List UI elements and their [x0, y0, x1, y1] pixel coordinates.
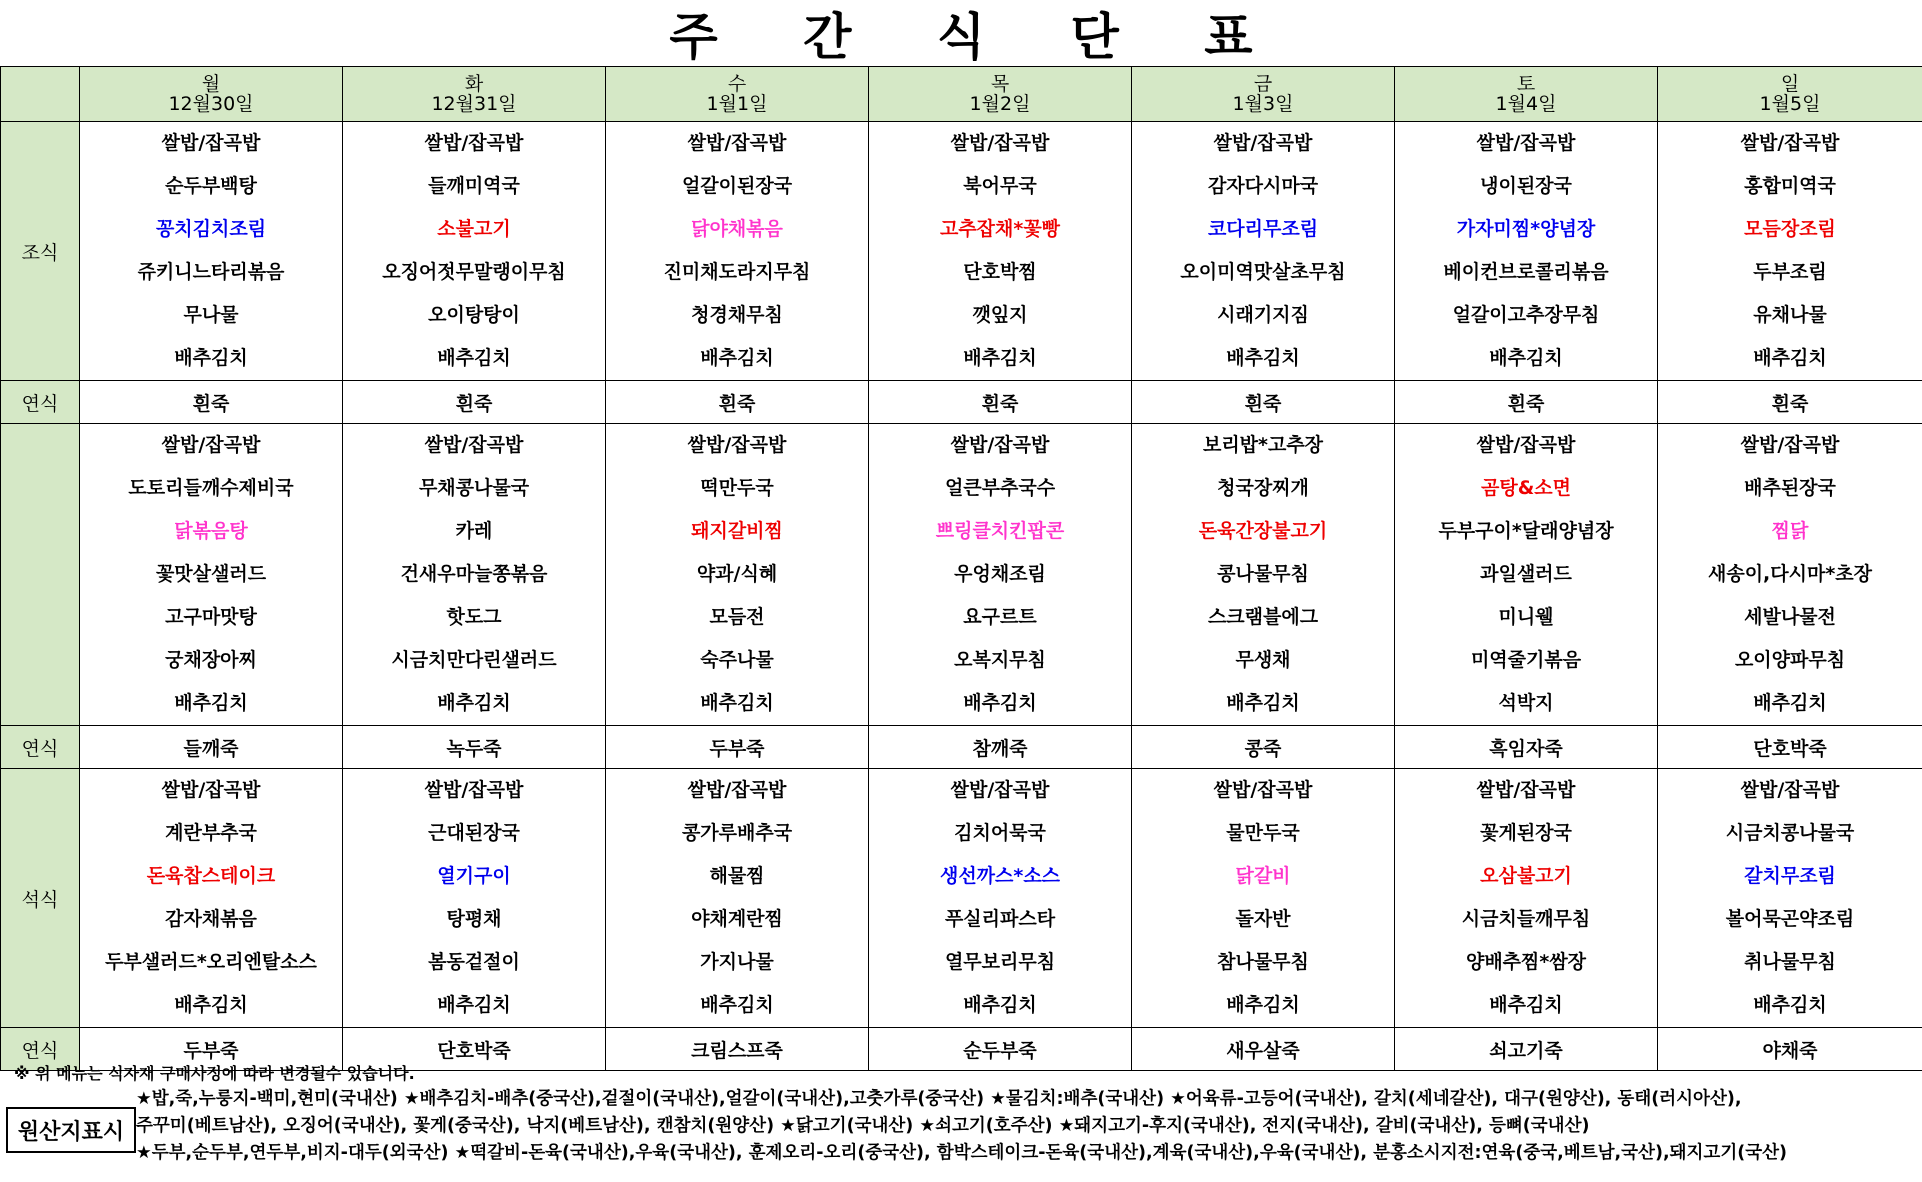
day-header: [869, 67, 1132, 122]
dish-item: 감자다시마국: [1207, 175, 1319, 197]
dish-item: 찜닭: [1771, 520, 1809, 542]
day-header: [1658, 67, 1922, 122]
dish-item: 배추김치: [174, 994, 248, 1016]
dish-item: 푸실리파스타: [944, 908, 1056, 930]
menu-cell: [1658, 122, 1922, 381]
dish-item: 약과/식혜: [696, 563, 778, 585]
dish-item: 야채계란찜: [691, 908, 783, 930]
snack-cell: 흰죽: [1132, 381, 1395, 424]
day-date: 1월4일: [1495, 93, 1557, 115]
dish-item: 쌀밥/잡곡밥: [424, 434, 524, 456]
dish-item: 쌀밥/잡곡밥: [1476, 434, 1576, 456]
dish-item: 배추김치: [963, 994, 1037, 1016]
dish-item: 배추김치: [174, 347, 248, 369]
dish-item: 쌀밥/잡곡밥: [687, 132, 787, 154]
dish-item: 배추김치: [700, 692, 774, 714]
dish-item: 배추김치: [1753, 692, 1827, 714]
dish-item: 진미채도라지무침: [663, 261, 811, 283]
weekly-menu-table: [0, 66, 1922, 1071]
snack-cell: 순두부죽: [869, 1028, 1132, 1071]
menu-cell: [1132, 122, 1395, 381]
day-header: [1395, 67, 1658, 122]
dish-item: 시금치만다린샐러드: [391, 649, 557, 671]
dish-item: 열기구이: [437, 865, 511, 887]
menu-cell: [869, 424, 1132, 726]
dish-item: 생선까스*소스: [939, 865, 1061, 887]
day-name: 화: [464, 73, 484, 95]
dish-item: 돌자반: [1235, 908, 1291, 930]
snack-cell: 흰죽: [1658, 381, 1922, 424]
dish-item: 미역줄기볶음: [1470, 649, 1582, 671]
dish-item: 석박지: [1498, 692, 1554, 714]
dish-item: 청국장찌개: [1217, 477, 1309, 499]
day-name: 토: [1516, 73, 1536, 95]
dish-item: 오이미역맛살초무침: [1180, 261, 1346, 283]
dish-item: 배추김치: [963, 692, 1037, 714]
menu-cell: [1395, 424, 1658, 726]
day-date: 1월3일: [1232, 93, 1294, 115]
menu-cell: [343, 122, 606, 381]
dish-item: 가지나물: [700, 951, 774, 973]
dish-item: 갈치무조림: [1744, 865, 1836, 887]
dish-item: 배추김치: [1226, 994, 1300, 1016]
snack-row-1: [1, 381, 1922, 424]
dish-item: 배추김치: [1489, 994, 1563, 1016]
origin-text: [136, 1086, 1916, 1167]
snack-cell: 쇠고기죽: [1395, 1028, 1658, 1071]
dish-item: 배추김치: [1753, 994, 1827, 1016]
dish-item: 배추김치: [1226, 347, 1300, 369]
dish-item: 순두부백탕: [165, 175, 257, 197]
dish-item: 무채콩나물국: [418, 477, 530, 499]
meal-label: 연식: [1, 1028, 80, 1071]
dish-item: 우엉채조림: [954, 563, 1046, 585]
dish-item: 꽃게된장국: [1480, 822, 1572, 844]
dish-item: 소불고기: [437, 218, 511, 240]
menu-cell: [1132, 769, 1395, 1028]
day-name: 금: [1253, 73, 1273, 95]
snack-cell: 새우살죽: [1132, 1028, 1395, 1071]
menu-cell: [1395, 122, 1658, 381]
snack-cell: 단호박죽: [343, 1028, 606, 1071]
dish-item: 취나물무침: [1744, 951, 1836, 973]
dish-item: 쌀밥/잡곡밥: [950, 434, 1050, 456]
dish-item: 오징어젓무말랭이무침: [382, 261, 566, 283]
dish-item: 돼지갈비찜: [691, 520, 783, 542]
dish-item: 꽁치김치조림: [155, 218, 267, 240]
dish-item: 들깨미역국: [428, 175, 520, 197]
dish-item: 배추김치: [700, 347, 774, 369]
day-name: 월: [201, 73, 221, 95]
snack-cell: 두부죽: [80, 1028, 343, 1071]
dish-item: 모듬전: [709, 606, 765, 628]
dish-item: 도토리들깨수제비국: [128, 477, 294, 499]
dish-item: 과일샐러드: [1480, 563, 1572, 585]
menu-cell: [1132, 424, 1395, 726]
snack-cell: 흰죽: [606, 381, 869, 424]
snack-cell: 흑임자죽: [1395, 726, 1658, 769]
menu-cell: [80, 769, 343, 1028]
dish-item: 닭야채볶음: [691, 218, 783, 240]
dish-item: 얼갈이고추장무침: [1452, 304, 1600, 326]
meal-label: [1, 424, 80, 726]
dish-item: 배추김치: [1753, 347, 1827, 369]
dish-item: 돈육찹스테이크: [146, 865, 276, 887]
dish-item: 세발나물전: [1744, 606, 1836, 628]
dish-item: 무나물: [183, 304, 239, 326]
day-header: [606, 67, 869, 122]
dish-item: 오삼불고기: [1480, 865, 1572, 887]
dish-item: 배추김치: [174, 692, 248, 714]
snack-cell: 흰죽: [869, 381, 1132, 424]
dish-item: 떡만두국: [700, 477, 774, 499]
dish-item: 새송이,다시마*초장: [1708, 563, 1872, 585]
dish-item: 궁채장아찌: [165, 649, 257, 671]
page-title: 주 간 식 단 표: [669, 8, 1287, 66]
dish-item: 쌀밥/잡곡밥: [1213, 779, 1313, 801]
dish-item: 쌀밥/잡곡밥: [1213, 132, 1313, 154]
dish-item: 모듬장조림: [1744, 218, 1836, 240]
breakfast-row: [1, 122, 1922, 381]
menu-cell: [606, 424, 869, 726]
dish-item: 건새우마늘쫑볶음: [400, 563, 548, 585]
origin-line: 주꾸미(베트남산), 오징어(국내산), 꽃게(중국산), 낙지(베트남산), 캔참치(원양산) ★닭고기(국내산) ★쇠고기(호주산) ★돼지고기-후지(국내산), 전지(국내산), 갈비(국내산), 등뼈(국내산): [136, 1116, 1590, 1136]
snack-cell: 단호박죽: [1658, 726, 1922, 769]
day-name: 수: [727, 73, 747, 95]
dish-item: 배추김치: [1489, 347, 1563, 369]
dish-item: 쌀밥/잡곡밥: [424, 132, 524, 154]
snack-cell: 두부죽: [606, 726, 869, 769]
menu-cell: [606, 122, 869, 381]
dish-item: 고구마맛탕: [165, 606, 257, 628]
dish-item: 핫도그: [446, 606, 502, 628]
dish-item: 깻잎지: [972, 304, 1028, 326]
corner-cell: [1, 67, 80, 122]
snack-row-2: [1, 726, 1922, 769]
day-date: 1월1일: [706, 93, 768, 115]
dish-item: 꽃맛살샐러드: [155, 563, 267, 585]
dish-item: 카레: [455, 520, 493, 542]
lunch-row: [1, 424, 1922, 726]
dish-item: 고추잡채*꽃빵: [939, 218, 1061, 240]
dish-item: 참나물무침: [1217, 951, 1309, 973]
dish-item: 요구르트: [963, 606, 1037, 628]
dish-item: 쌀밥/잡곡밥: [687, 779, 787, 801]
dish-item: 돈육간장불고기: [1198, 520, 1328, 542]
dish-item: 닭볶음탕: [174, 520, 248, 542]
dish-item: 쁘링클치킨팝콘: [935, 520, 1065, 542]
dish-item: 감자채볶음: [165, 908, 257, 930]
dish-item: 단호박찜: [963, 261, 1037, 283]
dish-item: 닭갈비: [1235, 865, 1291, 887]
dish-item: 쌀밥/잡곡밥: [161, 132, 261, 154]
day-date: 1월2일: [969, 93, 1031, 115]
day-header: [343, 67, 606, 122]
menu-cell: [80, 424, 343, 726]
menu-cell: [869, 122, 1132, 381]
dish-item: 쌀밥/잡곡밥: [161, 434, 261, 456]
dish-item: 배추김치: [700, 994, 774, 1016]
dish-item: 오이양파무침: [1734, 649, 1846, 671]
dish-item: 유채나물: [1753, 304, 1827, 326]
dish-item: 봄동겉절이: [428, 951, 520, 973]
menu-cell: [1658, 424, 1922, 726]
dish-item: 쌀밥/잡곡밥: [424, 779, 524, 801]
dish-item: 코다리무조림: [1207, 218, 1319, 240]
dish-item: 두부구이*달래양념장: [1438, 520, 1614, 542]
dish-item: 보리밥*고추장: [1202, 434, 1324, 456]
dish-item: 홍합미역국: [1744, 175, 1836, 197]
snack-cell: 흰죽: [1395, 381, 1658, 424]
snack-cell: 흰죽: [343, 381, 606, 424]
menu-cell: [343, 424, 606, 726]
dish-item: 쥬키니느타리볶음: [137, 261, 285, 283]
dish-item: 두부조림: [1753, 261, 1827, 283]
day-name: 일: [1780, 73, 1800, 95]
origin-label: 원산지표시: [6, 1107, 136, 1153]
snack-cell: 콩죽: [1132, 726, 1395, 769]
dish-item: 냉이된장국: [1480, 175, 1572, 197]
snack-cell: 야채죽: [1658, 1028, 1922, 1071]
dish-item: 배추김치: [437, 994, 511, 1016]
dish-item: 양배추찜*쌈장: [1465, 951, 1587, 973]
day-header: [1132, 67, 1395, 122]
meal-label: 조식: [1, 122, 80, 381]
day-name: 목: [990, 73, 1010, 95]
dish-item: 오이탕탕이: [428, 304, 520, 326]
dish-item: 배추김치: [963, 347, 1037, 369]
meal-label: 연식: [1, 726, 80, 769]
dish-item: 계란부추국: [165, 822, 257, 844]
dish-item: 탕평채: [446, 908, 502, 930]
menu-cell: [80, 122, 343, 381]
dish-item: 오복지무침: [954, 649, 1046, 671]
menu-change-notice: ※ 위 메뉴는 식자재 구매사정에 따라 변경될수 있습니다.: [14, 1064, 415, 1083]
origin-line: ★밥,죽,누룽지-백미,현미(국내산) ★배추김치-배추(중국산),겉절이(국내산),얼갈이(국내산),고춧가루(중국산) ★물김치:배추(국내산) ★어육류-고등어(국내산), 갈치(세네갈산), 대구(원양산), 동태(러시아산),: [136, 1089, 1742, 1109]
menu-cell: [1658, 769, 1922, 1028]
dish-item: 콩가루배추국: [681, 822, 793, 844]
dish-item: 배추김치: [1226, 692, 1300, 714]
dish-item: 청경채무침: [691, 304, 783, 326]
menu-cell: [1395, 769, 1658, 1028]
day-date: 1월5일: [1759, 93, 1821, 115]
menu-cell: [869, 769, 1132, 1028]
dish-item: 쌀밥/잡곡밥: [950, 779, 1050, 801]
dish-item: 쌀밥/잡곡밥: [1740, 779, 1840, 801]
snack-cell: 흰죽: [80, 381, 343, 424]
day-header: [80, 67, 343, 122]
dish-item: 배추김치: [437, 347, 511, 369]
dish-item: 시금치들깨무침: [1461, 908, 1591, 930]
dish-item: 근대된장국: [428, 822, 520, 844]
origin-line: ★두부,순두부,연두부,비지-대두(외국산) ★떡갈비-돈육(국내산),우육(국내산), 훈제오리-오리(중국산), 함박스테이크-돈육(국내산),계육(국내산),우육(국내산), 분홍소시지전:연육(중국,베트남,국산),돼지고기(국산): [136, 1143, 1788, 1163]
dish-item: 얼큰부추국수: [944, 477, 1056, 499]
dish-item: 시래기지짐: [1217, 304, 1309, 326]
menu-cell: [343, 769, 606, 1028]
dish-item: 얼갈이된장국: [681, 175, 793, 197]
dish-item: 김치어묵국: [954, 822, 1046, 844]
snack-cell: 크림스프죽: [606, 1028, 869, 1071]
snack-cell: 들깨죽: [80, 726, 343, 769]
dish-item: 콩나물무침: [1217, 563, 1309, 585]
meal-label: 석식: [1, 769, 80, 1028]
day-date: 12월30일: [168, 93, 254, 115]
dish-item: 숙주나물: [700, 649, 774, 671]
dish-item: 베이컨브로콜리볶음: [1443, 261, 1609, 283]
dish-item: 배추김치: [437, 692, 511, 714]
dish-item: 미니웰: [1498, 606, 1554, 628]
dish-item: 무생채: [1235, 649, 1291, 671]
dish-item: 볼어묵곤약조림: [1725, 908, 1855, 930]
dish-item: 해물찜: [709, 865, 765, 887]
dish-item: 북어무국: [963, 175, 1037, 197]
dish-item: 배추된장국: [1744, 477, 1836, 499]
dish-item: 쌀밥/잡곡밥: [1476, 132, 1576, 154]
dish-item: 쌀밥/잡곡밥: [1740, 132, 1840, 154]
meal-label: 연식: [1, 381, 80, 424]
dish-item: 물만두국: [1226, 822, 1300, 844]
day-date: 12월31일: [431, 93, 517, 115]
dish-item: 쌀밥/잡곡밥: [161, 779, 261, 801]
snack-cell: 녹두죽: [343, 726, 606, 769]
dish-item: 열무보리무침: [944, 951, 1056, 973]
dish-item: 쌀밥/잡곡밥: [1476, 779, 1576, 801]
snack-cell: 참깨죽: [869, 726, 1132, 769]
dish-item: 두부샐러드*오리엔탈소스: [105, 951, 317, 973]
dish-item: 가자미찜*양념장: [1456, 218, 1596, 240]
menu-cell: [606, 769, 869, 1028]
dish-item: 쌀밥/잡곡밥: [950, 132, 1050, 154]
dinner-row: [1, 769, 1922, 1028]
dish-item: 스크램블에그: [1207, 606, 1319, 628]
dish-item: 쌀밥/잡곡밥: [1740, 434, 1840, 456]
dish-item: 시금치콩나물국: [1725, 822, 1855, 844]
dish-item: 쌀밥/잡곡밥: [687, 434, 787, 456]
dish-item: 곰탕&소면: [1481, 477, 1571, 499]
day-header-row: [1, 67, 1922, 122]
